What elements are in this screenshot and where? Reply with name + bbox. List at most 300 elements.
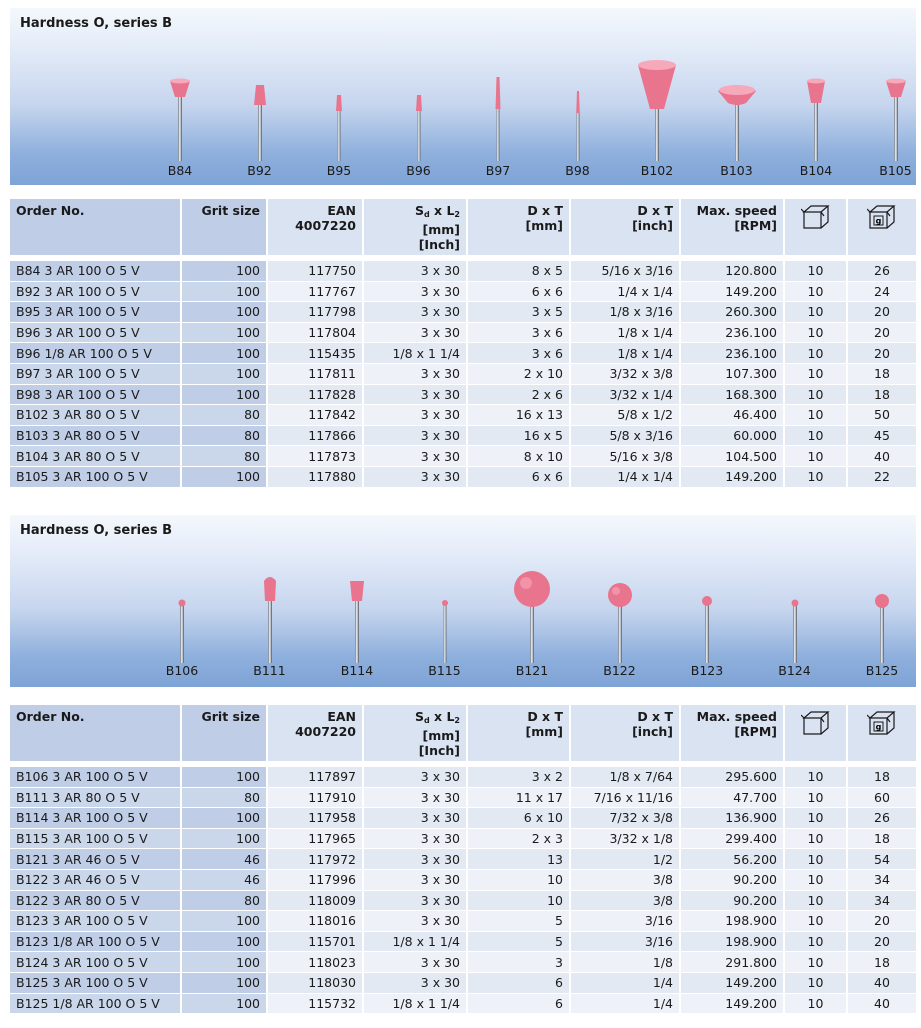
dxt-inch-cell: 1/8 x 3/16 <box>569 302 679 322</box>
table-row <box>10 911 916 931</box>
dxt-inch-cell: 3/32 x 1/4 <box>569 385 679 405</box>
pack-qty-cell: 10 <box>783 282 846 302</box>
col-max-speed <box>679 705 783 761</box>
sd-l2-cell: 3 x 30 <box>362 385 466 405</box>
grit-size-cell: 100 <box>180 261 266 281</box>
pack-qty-cell: 10 <box>783 849 846 869</box>
max-speed-cell: 107.300 <box>679 364 783 384</box>
max-speed-cell: 149.200 <box>679 973 783 993</box>
dxt-mm-cell: 10 <box>466 870 569 890</box>
dxt-inch-cell: 3/8 <box>569 891 679 911</box>
sd-l2-cell: 3 x 30 <box>362 911 466 931</box>
max-speed-cell: 149.200 <box>679 282 783 302</box>
max-speed-cell: 46.400 <box>679 405 783 425</box>
col-speed-unit: [RPM] <box>734 724 777 739</box>
col-ean-prefix: 4007220 <box>295 724 356 739</box>
dxt-mm-cell: 2 x 6 <box>466 385 569 405</box>
grit-size-cell: 100 <box>180 952 266 972</box>
col-sd-x: x L <box>429 203 455 218</box>
pack-qty-cell: 10 <box>783 323 846 343</box>
col-dxt-label: D x T <box>527 203 563 218</box>
dxt-mm-cell: 3 x 6 <box>466 343 569 363</box>
col-sd-x: x L <box>429 709 455 724</box>
sd-l2-cell: 3 x 30 <box>362 829 466 849</box>
dxt-mm-cell: 5 <box>466 911 569 931</box>
tool-label: B122 <box>603 663 636 678</box>
grit-size-cell: 100 <box>180 302 266 322</box>
order-no-cell: B115 3 AR 100 O 5 V <box>10 829 180 849</box>
grit-size-cell: 46 <box>180 849 266 869</box>
ean-cell: 117996 <box>266 870 362 890</box>
weight-cell: 18 <box>846 767 916 787</box>
grit-size-cell: 80 <box>180 426 266 446</box>
weight-cell: 40 <box>846 994 916 1014</box>
weight-cell: 20 <box>846 323 916 343</box>
col-sd-label: S <box>414 709 424 724</box>
grit-size-cell: 100 <box>180 973 266 993</box>
sd-l2-cell: 3 x 30 <box>362 952 466 972</box>
dxt-mm-cell: 3 <box>466 952 569 972</box>
ean-cell: 115435 <box>266 343 362 363</box>
ean-cell: 117958 <box>266 808 362 828</box>
pack-qty-cell: 10 <box>783 870 846 890</box>
max-speed-cell: 236.100 <box>679 343 783 363</box>
table-row <box>10 405 916 425</box>
max-speed-cell: 149.200 <box>679 994 783 1014</box>
pack-qty-cell: 10 <box>783 405 846 425</box>
col-grit-size: Grit size <box>180 705 266 761</box>
tool-label: B114 <box>340 663 374 678</box>
dxt-inch-cell: 3/16 <box>569 932 679 952</box>
tool-b102 <box>620 35 694 185</box>
order-no-cell: B123 1/8 AR 100 O 5 V <box>10 932 180 952</box>
order-no-cell: B103 3 AR 80 O 5 V <box>10 426 180 446</box>
dxt-inch-cell: 1/4 <box>569 973 679 993</box>
max-speed-cell: 56.200 <box>679 849 783 869</box>
dxt-mm-cell: 6 <box>466 994 569 1014</box>
dxt-mm-cell: 16 x 13 <box>466 405 569 425</box>
col-order-no: Order No. <box>10 199 180 255</box>
table-row <box>10 932 916 952</box>
box-icon <box>801 203 831 231</box>
dxt-mm-cell: 10 <box>466 891 569 911</box>
col-sd-unit-mm: [mm] <box>422 728 460 743</box>
order-no-cell: B122 3 AR 46 O 5 V <box>10 870 180 890</box>
tool-b105 <box>859 35 921 185</box>
pack-qty-cell: 10 <box>783 302 846 322</box>
weight-cell: 54 <box>846 849 916 869</box>
weight-cell: 34 <box>846 870 916 890</box>
max-speed-cell: 120.800 <box>679 261 783 281</box>
weight-cell: 50 <box>846 405 916 425</box>
tool-b123 <box>670 537 744 687</box>
product-banner-1 <box>10 8 916 185</box>
col-dxt-mm <box>466 199 569 255</box>
dxt-mm-cell: 6 x 10 <box>466 808 569 828</box>
dxt-inch-cell: 1/8 x 1/4 <box>569 343 679 363</box>
order-no-cell: B105 3 AR 100 O 5 V <box>10 467 180 487</box>
col-sd-unit-mm: [mm] <box>422 222 460 237</box>
tool-b95 <box>302 35 376 185</box>
sd-l2-cell: 1/8 x 1 1/4 <box>362 343 466 363</box>
product-banner-2 <box>10 515 916 687</box>
pack-qty-cell: 10 <box>783 446 846 466</box>
dxt-mm-cell: 11 x 17 <box>466 788 569 808</box>
col-sd-l2 <box>362 705 466 761</box>
dxt-mm-cell: 2 x 3 <box>466 829 569 849</box>
pack-qty-cell: 10 <box>783 994 846 1014</box>
max-speed-cell: 198.900 <box>679 932 783 952</box>
max-speed-cell: 295.600 <box>679 767 783 787</box>
tool-label: B111 <box>253 663 286 678</box>
ean-cell: 117972 <box>266 849 362 869</box>
ean-cell: 117910 <box>266 788 362 808</box>
col-ean-label: EAN <box>327 203 356 218</box>
sd-l2-cell: 1/8 x 1 1/4 <box>362 994 466 1014</box>
col-dxt-unit: [mm] <box>525 724 563 739</box>
col-dxt2-label: D x T <box>637 203 673 218</box>
ean-cell: 117804 <box>266 323 362 343</box>
max-speed-cell: 168.300 <box>679 385 783 405</box>
ean-cell: 117798 <box>266 302 362 322</box>
col-ean <box>266 199 362 255</box>
weight-letter: g <box>875 722 882 732</box>
order-no-cell: B111 3 AR 80 O 5 V <box>10 788 180 808</box>
ean-cell: 117767 <box>266 282 362 302</box>
grit-size-cell: 100 <box>180 282 266 302</box>
grit-size-cell: 80 <box>180 891 266 911</box>
weight-cell: 20 <box>846 932 916 952</box>
col-ean-prefix: 4007220 <box>295 218 356 233</box>
weight-cell: 26 <box>846 808 916 828</box>
pack-qty-cell: 10 <box>783 808 846 828</box>
dxt-inch-cell: 1/2 <box>569 849 679 869</box>
tool-label: B102 <box>640 163 674 178</box>
sd-l2-cell: 3 x 30 <box>362 849 466 869</box>
sd-l2-cell: 3 x 30 <box>362 767 466 787</box>
weight-cell: 26 <box>846 261 916 281</box>
order-no-cell: B106 3 AR 100 O 5 V <box>10 767 180 787</box>
max-speed-cell: 198.900 <box>679 911 783 931</box>
sd-l2-cell: 3 x 30 <box>362 891 466 911</box>
weight-cell: 22 <box>846 467 916 487</box>
ean-cell: 115732 <box>266 994 362 1014</box>
ean-cell: 117965 <box>266 829 362 849</box>
col-ean <box>266 705 362 761</box>
order-no-cell: B96 1/8 AR 100 O 5 V <box>10 343 180 363</box>
sd-l2-cell: 3 x 30 <box>362 405 466 425</box>
dxt-inch-cell: 7/16 x 11/16 <box>569 788 679 808</box>
grit-size-cell: 100 <box>180 364 266 384</box>
dxt-inch-cell: 1/4 <box>569 994 679 1014</box>
weight-cell: 20 <box>846 302 916 322</box>
spec-table-1 <box>10 198 916 488</box>
tool-b122 <box>583 537 657 687</box>
dxt-inch-cell: 1/8 x 7/64 <box>569 767 679 787</box>
table-row <box>10 808 916 828</box>
grit-size-cell: 100 <box>180 994 266 1014</box>
col-sd-sub2: 2 <box>454 716 460 725</box>
box-weight-icon <box>867 203 897 231</box>
table-row <box>10 767 916 787</box>
weight-cell: 18 <box>846 829 916 849</box>
col-speed-label: Max. speed <box>696 203 777 218</box>
ean-cell: 117873 <box>266 446 362 466</box>
order-no-cell: B92 3 AR 100 O 5 V <box>10 282 180 302</box>
pack-qty-cell: 10 <box>783 261 846 281</box>
table-row <box>10 302 916 322</box>
sd-l2-cell: 3 x 30 <box>362 282 466 302</box>
order-no-cell: B95 3 AR 100 O 5 V <box>10 302 180 322</box>
max-speed-cell: 291.800 <box>679 952 783 972</box>
table-row <box>10 261 916 281</box>
section-title: Hardness O, series B <box>20 16 173 31</box>
max-speed-cell: 236.100 <box>679 323 783 343</box>
tool-b84 <box>143 35 217 185</box>
tool-label: B124 <box>778 663 811 678</box>
col-order-no: Order No. <box>10 705 180 761</box>
dxt-mm-cell: 5 <box>466 932 569 952</box>
grit-size-cell: 100 <box>180 385 266 405</box>
col-max-speed <box>679 199 783 255</box>
sd-l2-cell: 3 x 30 <box>362 261 466 281</box>
grit-size-cell: 100 <box>180 767 266 787</box>
tool-b103 <box>700 35 774 185</box>
weight-cell: 18 <box>846 385 916 405</box>
ean-cell: 115701 <box>266 932 362 952</box>
col-speed-label: Max. speed <box>696 709 777 724</box>
ean-cell: 117866 <box>266 426 362 446</box>
pack-qty-cell: 10 <box>783 788 846 808</box>
dxt-inch-cell: 3/32 x 3/8 <box>569 364 679 384</box>
table-row <box>10 467 916 487</box>
sd-l2-cell: 3 x 30 <box>362 446 466 466</box>
dxt-inch-cell: 3/8 <box>569 870 679 890</box>
grit-size-cell: 100 <box>180 932 266 952</box>
order-no-cell: B102 3 AR 80 O 5 V <box>10 405 180 425</box>
dxt-mm-cell: 6 <box>466 973 569 993</box>
order-no-cell: B124 3 AR 100 O 5 V <box>10 952 180 972</box>
weight-cell: 20 <box>846 911 916 931</box>
col-weight <box>846 199 916 255</box>
weight-cell: 45 <box>846 426 916 446</box>
pack-qty-cell: 10 <box>783 891 846 911</box>
pack-qty-cell: 10 <box>783 952 846 972</box>
box-icon <box>801 709 831 737</box>
col-sd-unit-inch: [Inch] <box>418 237 460 252</box>
tool-label: B105 <box>879 163 912 178</box>
table-row <box>10 426 916 446</box>
col-dxt2-label: D x T <box>637 709 673 724</box>
table-row <box>10 282 916 302</box>
tool-b115 <box>408 537 482 687</box>
ean-cell: 117897 <box>266 767 362 787</box>
order-no-cell: B96 3 AR 100 O 5 V <box>10 323 180 343</box>
max-speed-cell: 299.400 <box>679 829 783 849</box>
max-speed-cell: 136.900 <box>679 808 783 828</box>
sd-l2-cell: 3 x 30 <box>362 788 466 808</box>
weight-cell: 60 <box>846 788 916 808</box>
grit-size-cell: 100 <box>180 911 266 931</box>
dxt-mm-cell: 8 x 10 <box>466 446 569 466</box>
pack-qty-cell: 10 <box>783 364 846 384</box>
col-sd-sub2: 2 <box>454 210 460 219</box>
order-no-cell: B98 3 AR 100 O 5 V <box>10 385 180 405</box>
tool-b97 <box>461 35 535 185</box>
sd-l2-cell: 3 x 30 <box>362 870 466 890</box>
pack-qty-cell: 10 <box>783 973 846 993</box>
col-sd-sub: d <box>423 210 430 219</box>
max-speed-cell: 90.200 <box>679 870 783 890</box>
sd-l2-cell: 3 x 30 <box>362 323 466 343</box>
dxt-mm-cell: 8 x 5 <box>466 261 569 281</box>
grit-size-cell: 100 <box>180 467 266 487</box>
dxt-mm-cell: 2 x 10 <box>466 364 569 384</box>
col-dxt-inch <box>569 705 679 761</box>
table-row <box>10 343 916 363</box>
sd-l2-cell: 1/8 x 1 1/4 <box>362 932 466 952</box>
table-body <box>10 767 916 1013</box>
grit-size-cell: 80 <box>180 405 266 425</box>
tool-label: B115 <box>428 663 461 678</box>
table-row <box>10 446 916 466</box>
dxt-inch-cell: 1/8 x 1/4 <box>569 323 679 343</box>
table-row <box>10 891 916 911</box>
col-dxt-mm <box>466 705 569 761</box>
tool-b104 <box>779 35 853 185</box>
dxt-inch-cell: 3/32 x 1/8 <box>569 829 679 849</box>
order-no-cell: B104 3 AR 80 O 5 V <box>10 446 180 466</box>
pack-qty-cell: 10 <box>783 829 846 849</box>
col-dxt2-unit: [inch] <box>632 218 673 233</box>
ean-cell: 117842 <box>266 405 362 425</box>
col-dxt-label: D x T <box>527 709 563 724</box>
tool-b96 <box>382 35 456 185</box>
grit-size-cell: 80 <box>180 446 266 466</box>
pack-qty-cell: 10 <box>783 343 846 363</box>
pack-qty-cell: 10 <box>783 911 846 931</box>
ean-cell: 118009 <box>266 891 362 911</box>
sd-l2-cell: 3 x 30 <box>362 467 466 487</box>
col-pack <box>783 199 846 255</box>
table-row <box>10 849 916 869</box>
weight-cell: 20 <box>846 343 916 363</box>
table-row <box>10 364 916 384</box>
dxt-mm-cell: 3 x 6 <box>466 323 569 343</box>
dxt-inch-cell: 5/8 x 1/2 <box>569 405 679 425</box>
grit-size-cell: 80 <box>180 788 266 808</box>
ean-cell: 117828 <box>266 385 362 405</box>
col-pack <box>783 705 846 761</box>
table-row <box>10 323 916 343</box>
box-weight-icon <box>867 709 897 737</box>
tool-label: B95 <box>326 163 352 178</box>
tool-label: B98 <box>565 163 590 178</box>
tool-b92 <box>223 35 297 185</box>
max-speed-cell: 47.700 <box>679 788 783 808</box>
tool-b121 <box>495 537 569 687</box>
sd-l2-cell: 3 x 30 <box>362 973 466 993</box>
sd-l2-cell: 3 x 30 <box>362 302 466 322</box>
grit-size-cell: 100 <box>180 808 266 828</box>
tool-b125 <box>845 537 919 687</box>
tool-label: B103 <box>720 163 753 178</box>
tool-b111 <box>233 537 307 687</box>
table-row <box>10 952 916 972</box>
dxt-inch-cell: 7/32 x 3/8 <box>569 808 679 828</box>
col-speed-unit: [RPM] <box>734 218 777 233</box>
order-no-cell: B125 3 AR 100 O 5 V <box>10 973 180 993</box>
ean-cell: 118016 <box>266 911 362 931</box>
table-row <box>10 385 916 405</box>
dxt-inch-cell: 1/4 x 1/4 <box>569 282 679 302</box>
order-no-cell: B97 3 AR 100 O 5 V <box>10 364 180 384</box>
ean-cell: 117750 <box>266 261 362 281</box>
pack-qty-cell: 10 <box>783 767 846 787</box>
dxt-inch-cell: 1/8 <box>569 952 679 972</box>
table-row <box>10 994 916 1014</box>
tool-b124 <box>758 537 832 687</box>
col-sd-unit-inch: [Inch] <box>418 743 460 758</box>
grit-size-cell: 100 <box>180 829 266 849</box>
max-speed-cell: 260.300 <box>679 302 783 322</box>
pack-qty-cell: 10 <box>783 932 846 952</box>
tool-label: B97 <box>485 163 511 178</box>
table-row <box>10 829 916 849</box>
order-no-cell: B125 1/8 AR 100 O 5 V <box>10 994 180 1014</box>
pack-qty-cell: 10 <box>783 385 846 405</box>
weight-cell: 18 <box>846 364 916 384</box>
ean-cell: 117811 <box>266 364 362 384</box>
ean-cell: 118030 <box>266 973 362 993</box>
pack-qty-cell: 10 <box>783 426 846 446</box>
tool-b98 <box>541 35 615 185</box>
order-no-cell: B114 3 AR 100 O 5 V <box>10 808 180 828</box>
dxt-mm-cell: 6 x 6 <box>466 467 569 487</box>
pack-qty-cell: 10 <box>783 467 846 487</box>
dxt-inch-cell: 5/16 x 3/8 <box>569 446 679 466</box>
dxt-mm-cell: 13 <box>466 849 569 869</box>
col-weight <box>846 705 916 761</box>
grit-size-cell: 100 <box>180 343 266 363</box>
max-speed-cell: 149.200 <box>679 467 783 487</box>
tool-label: B125 <box>865 663 899 678</box>
weight-cell: 40 <box>846 973 916 993</box>
table-row <box>10 870 916 890</box>
grit-size-cell: 46 <box>180 870 266 890</box>
tool-b106 <box>145 537 219 687</box>
max-speed-cell: 60.000 <box>679 426 783 446</box>
table-row <box>10 788 916 808</box>
col-dxt-unit: [mm] <box>525 218 563 233</box>
order-no-cell: B84 3 AR 100 O 5 V <box>10 261 180 281</box>
dxt-inch-cell: 1/4 x 1/4 <box>569 467 679 487</box>
spec-table-2 <box>10 704 916 1014</box>
sd-l2-cell: 3 x 30 <box>362 426 466 446</box>
col-sd-sub: d <box>423 716 430 725</box>
tool-label: B92 <box>247 163 272 178</box>
tool-label: B106 <box>165 663 199 678</box>
weight-cell: 40 <box>846 446 916 466</box>
table-header <box>10 705 916 761</box>
weight-letter: g <box>875 216 882 226</box>
col-dxt2-unit: [inch] <box>632 724 673 739</box>
ean-cell: 117880 <box>266 467 362 487</box>
sd-l2-cell: 3 x 30 <box>362 808 466 828</box>
tool-label: B104 <box>799 163 833 178</box>
dxt-inch-cell: 3/16 <box>569 911 679 931</box>
col-grit-size: Grit size <box>180 199 266 255</box>
